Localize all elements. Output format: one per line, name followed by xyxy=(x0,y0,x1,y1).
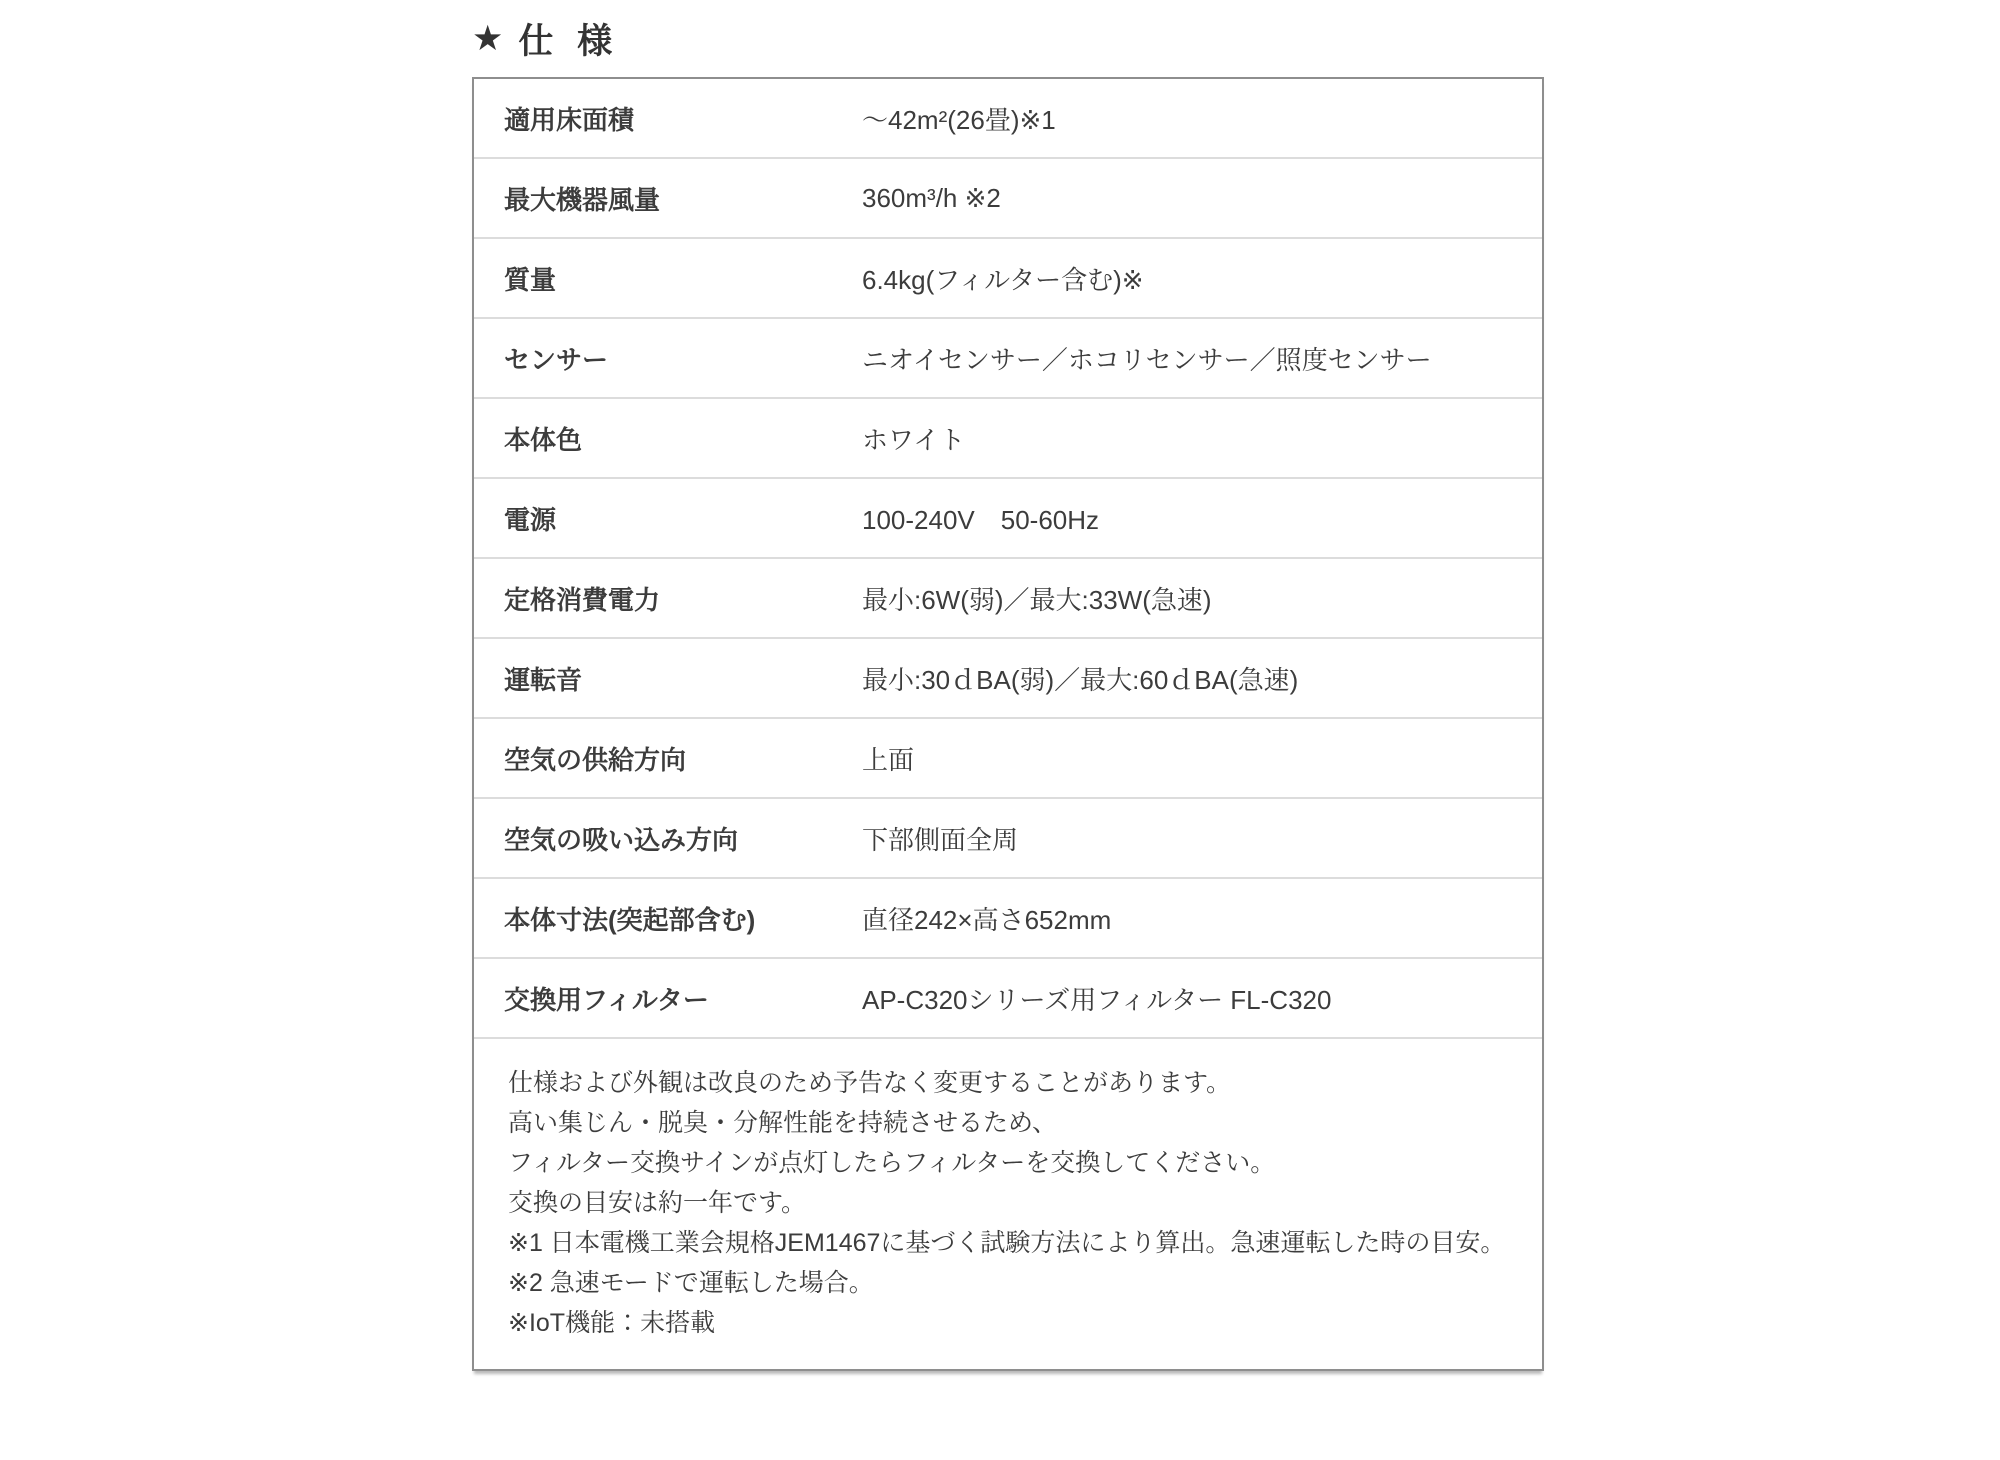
spec-label: 本体色 xyxy=(504,424,583,455)
star-icon: ★ xyxy=(472,19,511,58)
spec-value: AP-C320シリーズ用フィルター FL-C320 xyxy=(862,984,1332,1015)
spec-label: 運転音 xyxy=(504,664,583,695)
spec-label: 電源 xyxy=(504,504,557,535)
spec-value: ニオイセンサー／ホコリセンサー／照度センサー xyxy=(862,344,1432,375)
spec-row xyxy=(474,79,1542,159)
note-line: ※IoT機能：未搭載 xyxy=(508,1309,716,1337)
spec-row xyxy=(474,559,1542,639)
spec-value: 6.4kg(フィルター含む)※ xyxy=(862,264,1144,295)
section-title xyxy=(472,14,619,64)
spec-label: 空気の吸い込み方向 xyxy=(504,824,739,855)
spec-value: 上面 xyxy=(862,744,915,775)
spec-table xyxy=(472,77,1544,1371)
note-line: 交換の目安は約一年です。 xyxy=(508,1189,807,1217)
note-line: フィルター交換サインが点灯したらフィルターを交換してください。 xyxy=(508,1149,1276,1177)
spec-row xyxy=(474,799,1542,879)
spec-value: 100-240V 50-60Hz xyxy=(862,504,1100,535)
spec-value: 最小:30ｄBA(弱)／最大:60ｄBA(急速) xyxy=(862,664,1299,695)
spec-label: 適用床面積 xyxy=(504,104,635,135)
spec-label: 質量 xyxy=(504,264,557,295)
spec-label: 定格消費電力 xyxy=(504,584,661,615)
spec-value: ホワイト xyxy=(862,424,966,455)
spec-row xyxy=(474,879,1542,959)
spec-value: ～42m²(26畳)※1 xyxy=(862,104,1056,135)
spec-row xyxy=(474,959,1542,1039)
spec-row xyxy=(474,399,1542,479)
spec-label: 空気の供給方向 xyxy=(504,744,687,775)
spec-label: 本体寸法(突起部含む) xyxy=(504,904,756,935)
note-line: 仕様および外観は改良のため予告なく変更することがあります。 xyxy=(508,1069,1232,1097)
spec-row xyxy=(474,159,1542,239)
spec-notes xyxy=(474,1039,1542,1369)
spec-label: センサー xyxy=(504,344,609,375)
note-line: ※1 日本電機工業会規格JEM1467に基づく試験方法により算出。急速運転した時の目安。 xyxy=(508,1229,1506,1257)
spec-row xyxy=(474,639,1542,719)
spec-value: 直径242×高さ652mm xyxy=(862,904,1112,935)
spec-row xyxy=(474,719,1542,799)
section-title-text: 仕 様 xyxy=(518,22,620,61)
spec-label: 交換用フィルター xyxy=(504,984,709,1015)
spec-value: 下部側面全周 xyxy=(862,824,1019,855)
note-line: ※2 急速モードで運転した場合。 xyxy=(508,1269,874,1297)
spec-row xyxy=(474,319,1542,399)
spec-row xyxy=(474,479,1542,559)
spec-value: 360m³/h ※2 xyxy=(862,182,1001,213)
note-line: 高い集じん・脱臭・分解性能を持続させるため、 xyxy=(508,1109,1058,1137)
spec-row xyxy=(474,239,1542,319)
spec-value: 最小:6W(弱)／最大:33W(急速) xyxy=(862,584,1212,615)
spec-label: 最大機器風量 xyxy=(504,184,661,215)
